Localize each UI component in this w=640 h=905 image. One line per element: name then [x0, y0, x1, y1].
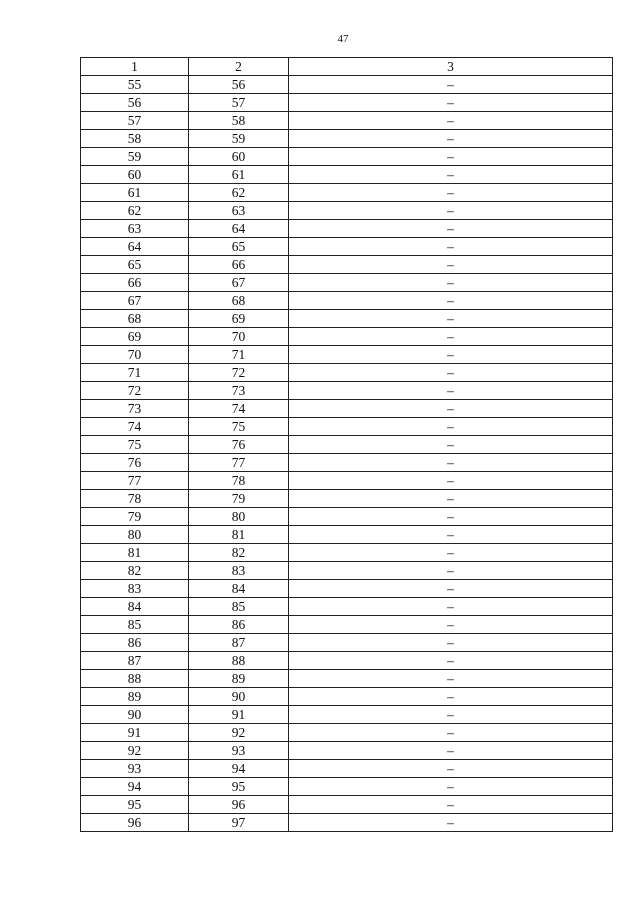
- table-cell-col-2: 67: [189, 274, 289, 292]
- table-cell-col-1: 84: [81, 598, 189, 616]
- table-row: [81, 634, 613, 652]
- table-cell-col-2: 76: [189, 436, 289, 454]
- table-cell-col-1: 87: [81, 652, 189, 670]
- table-cell-col-3: –: [289, 238, 613, 256]
- table-cell-col-1: 89: [81, 688, 189, 706]
- table-cell-col-1: 62: [81, 202, 189, 220]
- table-cell-col-3: –: [289, 220, 613, 238]
- table-row: [81, 130, 613, 148]
- table-cell-col-1: 70: [81, 346, 189, 364]
- table-row: [81, 724, 613, 742]
- table-row: [81, 472, 613, 490]
- table-row: [81, 508, 613, 526]
- table-cell-col-3: –: [289, 364, 613, 382]
- table-cell-col-2: 90: [189, 688, 289, 706]
- table-row: [81, 580, 613, 598]
- table-cell-col-2: 85: [189, 598, 289, 616]
- table-cell-col-2: 63: [189, 202, 289, 220]
- table-row: [81, 328, 613, 346]
- column-header-2: 2: [189, 58, 289, 76]
- table-cell-col-2: 81: [189, 526, 289, 544]
- table-cell-col-2: 75: [189, 418, 289, 436]
- table-cell-col-1: 96: [81, 814, 189, 832]
- table-cell-col-3: –: [289, 688, 613, 706]
- table-cell-col-1: 60: [81, 166, 189, 184]
- table-cell-col-2: 89: [189, 670, 289, 688]
- table-row: [81, 598, 613, 616]
- table-cell-col-3: –: [289, 580, 613, 598]
- table-cell-col-1: 69: [81, 328, 189, 346]
- table-row: [81, 814, 613, 832]
- page-number: 47: [337, 33, 349, 45]
- table-cell-col-3: –: [289, 598, 613, 616]
- table-cell-col-1: 93: [81, 760, 189, 778]
- table-cell-col-2: 56: [189, 76, 289, 94]
- table-cell-col-3: –: [289, 508, 613, 526]
- table-row: [81, 220, 613, 238]
- table-cell-col-1: 75: [81, 436, 189, 454]
- table-cell-col-3: –: [289, 472, 613, 490]
- table-cell-col-2: 88: [189, 652, 289, 670]
- table-cell-col-3: –: [289, 760, 613, 778]
- table-cell-col-1: 67: [81, 292, 189, 310]
- column-header-1: 1: [81, 58, 189, 76]
- table-row: [81, 346, 613, 364]
- table-cell-col-2: 73: [189, 382, 289, 400]
- table-row: [81, 274, 613, 292]
- table-row: [81, 292, 613, 310]
- table-cell-col-3: –: [289, 670, 613, 688]
- table-cell-col-1: 92: [81, 742, 189, 760]
- table-cell-col-1: 91: [81, 724, 189, 742]
- table-cell-col-3: –: [289, 94, 613, 112]
- table-cell-col-1: 59: [81, 148, 189, 166]
- table-cell-col-2: 77: [189, 454, 289, 472]
- table-cell-col-2: 72: [189, 364, 289, 382]
- table-row: [81, 76, 613, 94]
- table-row: [81, 256, 613, 274]
- table-cell-col-1: 71: [81, 364, 189, 382]
- table-cell-col-1: 66: [81, 274, 189, 292]
- table-cell-col-3: –: [289, 724, 613, 742]
- table-cell-col-3: –: [289, 742, 613, 760]
- table-row: [81, 202, 613, 220]
- table-cell-col-1: 85: [81, 616, 189, 634]
- table-cell-col-3: –: [289, 256, 613, 274]
- table-row: [81, 184, 613, 202]
- table-cell-col-1: 76: [81, 454, 189, 472]
- table-row: [81, 238, 613, 256]
- table-cell-col-2: 93: [189, 742, 289, 760]
- table-cell-col-2: 69: [189, 310, 289, 328]
- table-cell-col-3: –: [289, 346, 613, 364]
- table-cell-col-1: 95: [81, 796, 189, 814]
- table-cell-col-1: 57: [81, 112, 189, 130]
- column-header-3: 3: [289, 58, 613, 76]
- table-cell-col-2: 64: [189, 220, 289, 238]
- table-cell-col-3: –: [289, 418, 613, 436]
- table-cell-col-3: –: [289, 814, 613, 832]
- table-cell-col-1: 94: [81, 778, 189, 796]
- table-cell-col-2: 96: [189, 796, 289, 814]
- table-row: [81, 364, 613, 382]
- table-cell-col-1: 61: [81, 184, 189, 202]
- table-cell-col-2: 97: [189, 814, 289, 832]
- table-row: [81, 454, 613, 472]
- table-cell-col-1: 80: [81, 526, 189, 544]
- table-cell-col-2: 94: [189, 760, 289, 778]
- table-cell-col-1: 90: [81, 706, 189, 724]
- table-cell-col-1: 68: [81, 310, 189, 328]
- table-cell-col-3: –: [289, 292, 613, 310]
- table-row: [81, 400, 613, 418]
- table-row: [81, 688, 613, 706]
- table-cell-col-2: 82: [189, 544, 289, 562]
- table-cell-col-2: 80: [189, 508, 289, 526]
- table-cell-col-2: 59: [189, 130, 289, 148]
- table-cell-col-3: –: [289, 544, 613, 562]
- table-row: [81, 382, 613, 400]
- table-cell-col-2: 74: [189, 400, 289, 418]
- table-row: [81, 94, 613, 112]
- table-cell-col-1: 65: [81, 256, 189, 274]
- table-cell-col-1: 64: [81, 238, 189, 256]
- table-cell-col-3: –: [289, 310, 613, 328]
- table-cell-col-1: 58: [81, 130, 189, 148]
- table-row: [81, 778, 613, 796]
- table-cell-col-1: 56: [81, 94, 189, 112]
- table-cell-col-1: 81: [81, 544, 189, 562]
- table-cell-col-2: 78: [189, 472, 289, 490]
- table-cell-col-3: –: [289, 778, 613, 796]
- table-row: [81, 310, 613, 328]
- table-cell-col-3: –: [289, 148, 613, 166]
- table-cell-col-3: –: [289, 616, 613, 634]
- table-body: [81, 76, 613, 832]
- table-row: [81, 742, 613, 760]
- table-cell-col-1: 78: [81, 490, 189, 508]
- table-row: [81, 526, 613, 544]
- table-row: [81, 166, 613, 184]
- table-cell-col-3: –: [289, 652, 613, 670]
- table-cell-col-2: 71: [189, 346, 289, 364]
- table-cell-col-3: –: [289, 382, 613, 400]
- data-table: [80, 57, 613, 832]
- table-cell-col-3: –: [289, 436, 613, 454]
- table-cell-col-3: –: [289, 328, 613, 346]
- table-cell-col-1: 88: [81, 670, 189, 688]
- table-cell-col-3: –: [289, 184, 613, 202]
- table-cell-col-1: 83: [81, 580, 189, 598]
- table-cell-col-3: –: [289, 202, 613, 220]
- table-cell-col-2: 95: [189, 778, 289, 796]
- table-row: [81, 652, 613, 670]
- table-cell-col-1: 55: [81, 76, 189, 94]
- table-row: [81, 544, 613, 562]
- table-cell-col-1: 73: [81, 400, 189, 418]
- table-cell-col-2: 83: [189, 562, 289, 580]
- table-row: [81, 670, 613, 688]
- table-cell-col-2: 91: [189, 706, 289, 724]
- table-row: [81, 436, 613, 454]
- table-cell-col-3: –: [289, 490, 613, 508]
- table-row: [81, 706, 613, 724]
- table-cell-col-1: 63: [81, 220, 189, 238]
- table-cell-col-1: 79: [81, 508, 189, 526]
- table-cell-col-3: –: [289, 76, 613, 94]
- table-cell-col-3: –: [289, 130, 613, 148]
- table-cell-col-3: –: [289, 454, 613, 472]
- table-cell-col-3: –: [289, 526, 613, 544]
- table-cell-col-2: 79: [189, 490, 289, 508]
- table-row: [81, 148, 613, 166]
- table-cell-col-1: 74: [81, 418, 189, 436]
- table-cell-col-3: –: [289, 562, 613, 580]
- table-header-row: [81, 58, 613, 76]
- table-cell-col-2: 58: [189, 112, 289, 130]
- table-cell-col-2: 65: [189, 238, 289, 256]
- table-row: [81, 760, 613, 778]
- table-row: [81, 562, 613, 580]
- table-cell-col-1: 72: [81, 382, 189, 400]
- table-cell-col-2: 62: [189, 184, 289, 202]
- table-cell-col-2: 57: [189, 94, 289, 112]
- table-cell-col-3: –: [289, 706, 613, 724]
- table-row: [81, 796, 613, 814]
- table-cell-col-3: –: [289, 400, 613, 418]
- table-cell-col-1: 82: [81, 562, 189, 580]
- table-row: [81, 490, 613, 508]
- table-cell-col-2: 86: [189, 616, 289, 634]
- table-cell-col-1: 86: [81, 634, 189, 652]
- table-cell-col-1: 77: [81, 472, 189, 490]
- table-cell-col-3: –: [289, 796, 613, 814]
- table-cell-col-2: 87: [189, 634, 289, 652]
- table-cell-col-3: –: [289, 112, 613, 130]
- table-row: [81, 418, 613, 436]
- table-cell-col-2: 60: [189, 148, 289, 166]
- table-cell-col-2: 84: [189, 580, 289, 598]
- table-cell-col-2: 68: [189, 292, 289, 310]
- table-cell-col-3: –: [289, 634, 613, 652]
- table-cell-col-3: –: [289, 274, 613, 292]
- table-row: [81, 616, 613, 634]
- table-cell-col-2: 61: [189, 166, 289, 184]
- table-cell-col-2: 70: [189, 328, 289, 346]
- table-cell-col-2: 66: [189, 256, 289, 274]
- table-cell-col-2: 92: [189, 724, 289, 742]
- table-cell-col-3: –: [289, 166, 613, 184]
- table-row: [81, 112, 613, 130]
